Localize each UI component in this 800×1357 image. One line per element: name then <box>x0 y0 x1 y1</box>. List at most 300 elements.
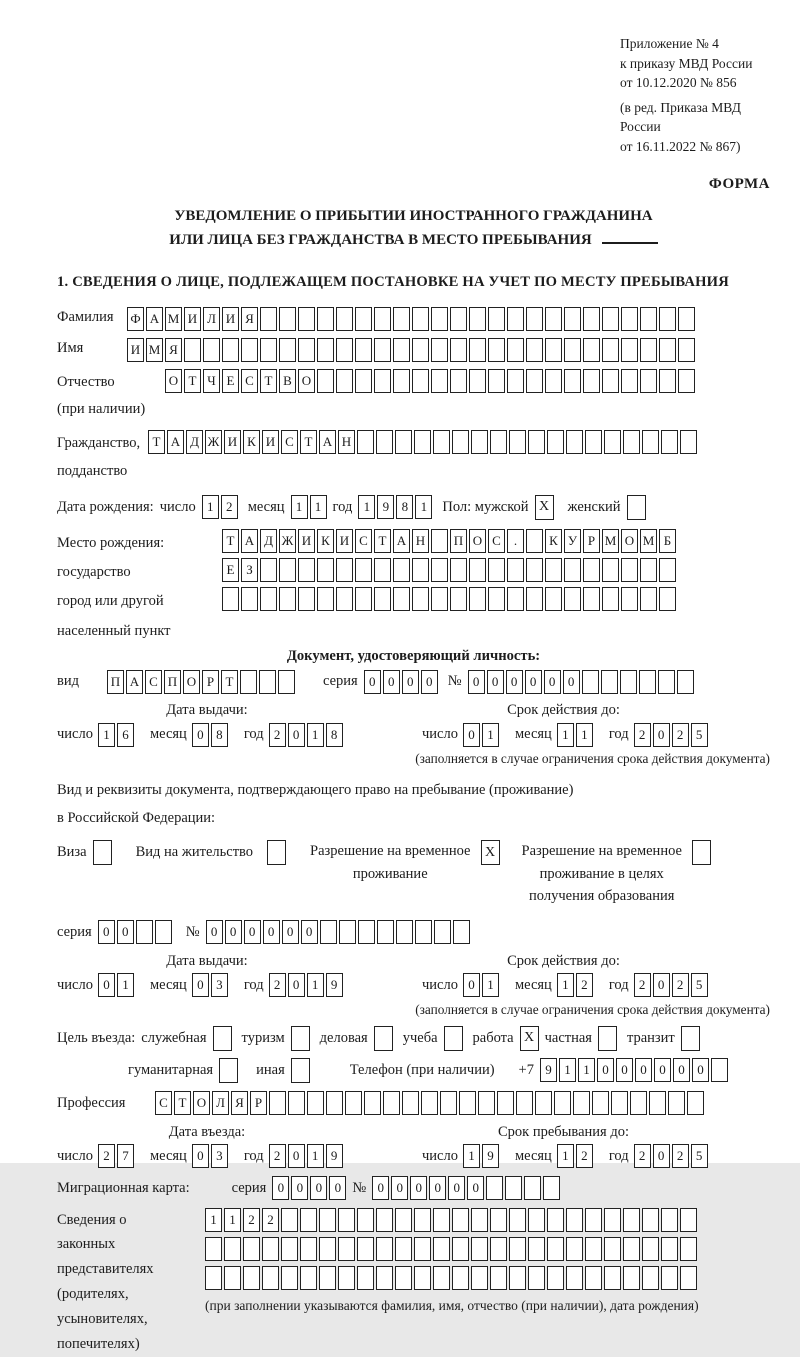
issue-date-header: Дата выдачи: <box>57 953 357 970</box>
identity-dates-row <box>57 722 770 747</box>
form-cell <box>336 369 353 393</box>
form-cell <box>524 1176 541 1200</box>
migration-card-label: Миграционная карта: <box>57 1176 190 1201</box>
form-cell <box>505 1176 522 1200</box>
identity-doc-row <box>57 669 770 694</box>
form-cell <box>260 587 277 611</box>
form-cell <box>545 587 562 611</box>
form-cell: 3 <box>211 973 228 997</box>
form-cell <box>471 1266 488 1290</box>
form-cell <box>396 920 413 944</box>
form-cell <box>680 430 697 454</box>
sex-male-label: Пол: мужской <box>442 495 528 520</box>
form-cell <box>374 338 391 362</box>
form-cell <box>319 1237 336 1261</box>
form-cell <box>490 430 507 454</box>
form-cell <box>243 1266 260 1290</box>
form-cell <box>526 307 543 331</box>
form-cell <box>412 587 429 611</box>
form-cell <box>471 1237 488 1261</box>
form-cell <box>554 1091 571 1115</box>
form-cell <box>414 430 431 454</box>
form-cell: Ж <box>279 529 296 553</box>
form-cell <box>680 1208 697 1232</box>
form-cell <box>478 1091 495 1115</box>
form-cell <box>260 558 277 582</box>
issue-year-cells <box>269 723 343 747</box>
form-cell <box>395 430 412 454</box>
form-cell: Л <box>212 1091 229 1115</box>
edu-permit-option <box>522 840 711 907</box>
form-cell <box>621 558 638 582</box>
form-cell <box>507 587 524 611</box>
form-cell: 9 <box>326 973 343 997</box>
temp-permit-option <box>310 840 499 885</box>
form-cell: 1 <box>415 495 432 519</box>
form-cell <box>450 307 467 331</box>
form-cell <box>240 670 257 694</box>
form-cell: 0 <box>301 920 318 944</box>
form-cell <box>298 587 315 611</box>
form-cell <box>526 587 543 611</box>
form-cell: 5 <box>691 723 708 747</box>
validity-header: Срок действия до: <box>357 702 770 719</box>
form-cell <box>433 1208 450 1232</box>
form-cell: С <box>281 430 298 454</box>
form-cell <box>621 307 638 331</box>
birth-place-cells <box>222 529 676 611</box>
form-cell: 1 <box>307 723 324 747</box>
form-cell: 2 <box>269 723 286 747</box>
form-cell <box>604 430 621 454</box>
form-cell: К <box>545 529 562 553</box>
citizenship-cells <box>148 430 697 454</box>
form-cell: 1 <box>358 495 375 519</box>
form-cell <box>680 1266 697 1290</box>
form-cell <box>450 587 467 611</box>
form-cell <box>661 1208 678 1232</box>
form-cell: 0 <box>597 1058 614 1082</box>
form-cell: 0 <box>421 670 438 694</box>
form-cell <box>357 1266 374 1290</box>
form-cell <box>374 558 391 582</box>
form-cell: И <box>262 430 279 454</box>
birth-place-row3 <box>222 587 676 611</box>
form-cell: 0 <box>410 1176 427 1200</box>
form-title-line2: ИЛИ ЛИЦА БЕЗ ГРАЖДАНСТВА В МЕСТО ПРЕБЫВАНИЯ <box>57 229 770 252</box>
profession-cells <box>155 1091 704 1115</box>
form-cell: 8 <box>211 723 228 747</box>
form-cell <box>602 369 619 393</box>
phone-cells <box>540 1058 728 1082</box>
form-cell: И <box>127 338 144 362</box>
form-cell: 0 <box>563 670 580 694</box>
form-cell <box>450 558 467 582</box>
form-cell <box>602 338 619 362</box>
residence-number-cells <box>206 920 470 944</box>
purpose-study-checkbox <box>444 1026 463 1051</box>
form-cell <box>326 1091 343 1115</box>
residence-dates-row <box>57 973 770 998</box>
form-cell: Ф <box>127 307 144 331</box>
form-cell <box>433 1266 450 1290</box>
form-cell <box>678 369 695 393</box>
form-cell <box>642 1237 659 1261</box>
form-cell: 2 <box>98 1144 115 1168</box>
patronymic-label: Отчество (при наличии) <box>57 369 165 424</box>
form-cell <box>345 1091 362 1115</box>
form-cell: 0 <box>383 670 400 694</box>
form-cell: Д <box>186 430 203 454</box>
expiry-month-cells <box>557 973 593 997</box>
form-cell <box>450 338 467 362</box>
form-cell: Н <box>338 430 355 454</box>
form-cell: 1 <box>307 1144 324 1168</box>
form-cell: 2 <box>221 495 238 519</box>
form-cell <box>488 338 505 362</box>
male-checkbox: X <box>535 495 554 520</box>
form-cell: О <box>469 529 486 553</box>
form-cell <box>564 587 581 611</box>
until-year-cells <box>634 1144 708 1168</box>
form-cell: 1 <box>205 1208 222 1232</box>
form-cell <box>469 307 486 331</box>
expiry-day-cells <box>463 723 499 747</box>
form-cell: 1 <box>557 723 574 747</box>
surname-row <box>57 307 770 331</box>
entry-year-cells <box>269 1144 343 1168</box>
form-cell <box>659 369 676 393</box>
form-cell <box>545 307 562 331</box>
form-cell <box>507 558 524 582</box>
form-cell <box>205 1237 222 1261</box>
form-cell <box>339 920 356 944</box>
form-cell <box>452 1208 469 1232</box>
doc-type-cells <box>107 670 295 694</box>
form-cell: 0 <box>192 973 209 997</box>
form-cell: Р <box>250 1091 267 1115</box>
number-label: № <box>448 669 462 694</box>
series-label: серия <box>232 1176 267 1201</box>
purpose-humanitarian-checkbox <box>219 1058 238 1083</box>
legal-rep-row2 <box>205 1237 699 1261</box>
form-cell: 0 <box>364 670 381 694</box>
form-cell <box>395 1266 412 1290</box>
form-cell: Ж <box>205 430 222 454</box>
form-title <box>57 205 770 252</box>
form-cell <box>453 920 470 944</box>
form-cell: П <box>164 670 181 694</box>
form-cell: 0 <box>391 1176 408 1200</box>
legal-representatives-block <box>57 1208 770 1357</box>
form-cell <box>298 338 315 362</box>
form-cell <box>509 1208 526 1232</box>
form-cell <box>376 430 393 454</box>
birth-month-cells <box>291 495 327 519</box>
form-cell: З <box>241 558 258 582</box>
form-cell <box>642 1266 659 1290</box>
form-cell <box>300 1237 317 1261</box>
form-cell <box>357 430 374 454</box>
issue-day-cells <box>98 973 134 997</box>
form-cell <box>678 307 695 331</box>
form-cell: 1 <box>576 723 593 747</box>
form-cell: 0 <box>272 1176 289 1200</box>
form-title-line1: УВЕДОМЛЕНИЕ О ПРИБЫТИИ ИНОСТРАННОГО ГРАЖДАНИНА <box>57 205 770 228</box>
form-cell: 5 <box>691 1144 708 1168</box>
form-cell: Е <box>222 558 239 582</box>
form-cell <box>659 307 676 331</box>
form-cell <box>184 338 201 362</box>
form-cell: О <box>193 1091 210 1115</box>
form-cell <box>278 670 295 694</box>
form-cell: 2 <box>672 1144 689 1168</box>
form-cell <box>355 558 372 582</box>
form-cell <box>431 529 448 553</box>
form-cell: 0 <box>98 973 115 997</box>
stay-date-headers <box>57 1124 770 1141</box>
form-cell <box>259 670 276 694</box>
form-cell: 8 <box>396 495 413 519</box>
form-cell <box>377 920 394 944</box>
form-cell: В <box>279 369 296 393</box>
form-cell: Т <box>148 430 165 454</box>
form-cell <box>393 338 410 362</box>
residence-issue-group: число 0 1 месяц 0 3 год 2 0 1 9 <box>57 973 422 998</box>
form-cell <box>336 587 353 611</box>
form-cell: 2 <box>634 1144 651 1168</box>
form-cell: 0 <box>402 670 419 694</box>
form-cell <box>490 1266 507 1290</box>
form-marker: ФОРМА <box>57 176 770 193</box>
form-cell <box>412 338 429 362</box>
form-cell: 0 <box>654 1058 671 1082</box>
form-cell: Б <box>659 529 676 553</box>
citizenship-label: Гражданство, подданство <box>57 430 148 485</box>
purpose-tourism-checkbox <box>291 1026 310 1051</box>
form-cell <box>585 1237 602 1261</box>
form-cell <box>136 920 153 944</box>
form-cell <box>526 338 543 362</box>
form-cell: М <box>602 529 619 553</box>
form-cell <box>298 558 315 582</box>
form-cell <box>528 1266 545 1290</box>
residence-date-headers <box>57 953 770 970</box>
sex-female-label: женский <box>568 495 621 520</box>
form-cell: Т <box>374 529 391 553</box>
form-cell <box>298 307 315 331</box>
form-cell <box>659 338 676 362</box>
section1-heading: 1. СВЕДЕНИЯ О ЛИЦЕ, ПОДЛЕЖАЩЕМ ПОСТАНОВКЕ НА УЧЕТ ПО МЕСТУ ПРЕБЫВАНИЯ <box>57 274 770 291</box>
form-cell: 0 <box>372 1176 389 1200</box>
form-cell <box>355 369 372 393</box>
legal-representatives-note: (при заполнении указываются фамилия, имя, отчество (при наличии), дата рождения) <box>205 1298 699 1314</box>
form-cell <box>374 307 391 331</box>
form-cell <box>507 338 524 362</box>
purpose-official-checkbox <box>213 1026 232 1051</box>
residence-permit-checkbox <box>267 840 286 865</box>
form-cell: 0 <box>463 723 480 747</box>
form-cell: 2 <box>269 1144 286 1168</box>
form-cell <box>678 338 695 362</box>
form-cell <box>583 307 600 331</box>
form-cell: 1 <box>557 973 574 997</box>
doc-type-label: вид <box>57 669 101 694</box>
form-cell <box>395 1237 412 1261</box>
form-cell <box>545 558 562 582</box>
form-cell <box>604 1266 621 1290</box>
revision-line: от 16.11.2022 № 867) <box>620 137 770 157</box>
form-cell <box>279 587 296 611</box>
year-label: год <box>333 495 353 520</box>
form-cell: 1 <box>559 1058 576 1082</box>
visa-label: Виза <box>57 840 87 865</box>
validity-note: (заполняется в случае ограничения срока действия документа) <box>57 1002 770 1018</box>
given-name-row <box>57 338 770 362</box>
form-cell <box>357 1208 374 1232</box>
form-cell <box>621 338 638 362</box>
form-cell <box>393 587 410 611</box>
form-cell: У <box>564 529 581 553</box>
form-cell <box>711 1058 728 1082</box>
entry-purpose-row2: гуманитарная иная Телефон (при наличии) +7 9 1 1 0 0 0 0 0 0 <box>128 1058 770 1083</box>
birth-place-block <box>57 529 770 646</box>
entry-date-header: Дата въезда: <box>57 1124 357 1141</box>
form-cell <box>364 1091 381 1115</box>
form-cell <box>547 1237 564 1261</box>
form-cell <box>640 307 657 331</box>
form-cell: 9 <box>482 1144 499 1168</box>
form-cell: О <box>183 670 200 694</box>
form-cell <box>471 1208 488 1232</box>
form-cell: Я <box>241 307 258 331</box>
form-cell <box>528 1208 545 1232</box>
form-cell <box>623 1266 640 1290</box>
form-cell <box>224 1237 241 1261</box>
form-cell: 0 <box>653 1144 670 1168</box>
form-cell <box>535 1091 552 1115</box>
legal-representatives-label: Сведения о законных представителях (родителях, усыновителях, попечителях) <box>57 1208 205 1357</box>
form-cell: 2 <box>634 973 651 997</box>
form-cell <box>155 920 172 944</box>
form-cell: 0 <box>635 1058 652 1082</box>
form-cell <box>545 338 562 362</box>
form-cell <box>661 430 678 454</box>
expiry-year-cells <box>634 973 708 997</box>
legal-rep-row3 <box>205 1266 699 1290</box>
form-cell <box>659 558 676 582</box>
form-cell <box>317 338 334 362</box>
form-cell <box>402 1091 419 1115</box>
form-cell <box>374 369 391 393</box>
form-cell: И <box>336 529 353 553</box>
form-cell: М <box>146 338 163 362</box>
form-cell: А <box>319 430 336 454</box>
form-cell: Т <box>222 529 239 553</box>
purpose-transit-checkbox <box>681 1026 700 1051</box>
appendix-line: Приложение № 4 <box>620 34 770 54</box>
form-cell: 2 <box>269 973 286 997</box>
form-cell: Т <box>184 369 201 393</box>
form-cell <box>573 1091 590 1115</box>
form-cell <box>526 529 543 553</box>
surname-cells <box>127 307 695 331</box>
form-cell <box>203 338 220 362</box>
form-cell: 1 <box>310 495 327 519</box>
purpose-business-checkbox <box>374 1026 393 1051</box>
identity-issue-group: число 1 6 месяц 0 8 год 2 0 1 8 <box>57 722 422 747</box>
form-cell: 2 <box>243 1208 260 1232</box>
form-cell <box>376 1237 393 1261</box>
form-cell <box>528 1237 545 1261</box>
form-cell <box>262 1237 279 1261</box>
entry-purpose-row1: Цель въезда: служебная туризм деловая учеба работа X частная транзит <box>57 1026 770 1051</box>
form-cell: 0 <box>98 920 115 944</box>
edu-permit-checkbox <box>692 840 711 865</box>
form-cell <box>319 1208 336 1232</box>
birth-place-row1 <box>222 529 676 553</box>
form-cell <box>355 338 372 362</box>
migration-card-row <box>57 1176 770 1201</box>
stay-until-header: Срок пребывания до: <box>357 1124 770 1141</box>
form-cell <box>516 1091 533 1115</box>
residence-expiry-group: число 0 1 месяц 1 2 год 2 0 2 5 <box>422 973 724 998</box>
form-cell <box>604 1237 621 1261</box>
form-cell <box>338 1237 355 1261</box>
form-cell <box>640 369 657 393</box>
form-cell <box>431 369 448 393</box>
form-cell <box>497 1091 514 1115</box>
form-cell: А <box>241 529 258 553</box>
form-cell: 2 <box>672 973 689 997</box>
series-label: серия <box>323 669 358 694</box>
form-cell <box>431 558 448 582</box>
form-cell <box>509 1266 526 1290</box>
visa-option <box>57 840 112 865</box>
form-cell: Т <box>174 1091 191 1115</box>
form-cell <box>205 1266 222 1290</box>
form-cell <box>623 430 640 454</box>
form-cell <box>300 1208 317 1232</box>
form-cell <box>288 1091 305 1115</box>
form-cell <box>434 920 451 944</box>
form-cell <box>642 430 659 454</box>
form-cell <box>224 1266 241 1290</box>
form-cell: М <box>165 307 182 331</box>
form-cell <box>488 369 505 393</box>
form-cell <box>486 1176 503 1200</box>
form-cell: 0 <box>525 670 542 694</box>
form-cell <box>421 1091 438 1115</box>
title-blank-underline <box>602 230 658 244</box>
entry-day-cells <box>98 1144 134 1168</box>
form-cell: 9 <box>326 1144 343 1168</box>
form-cell: 0 <box>282 920 299 944</box>
form-cell <box>488 587 505 611</box>
form-cell: П <box>450 529 467 553</box>
form-cell <box>414 1208 431 1232</box>
form-cell <box>260 307 277 331</box>
form-cell: К <box>317 529 334 553</box>
form-cell <box>393 307 410 331</box>
form-cell <box>545 369 562 393</box>
form-cell: М <box>640 529 657 553</box>
profession-row <box>57 1091 770 1116</box>
form-cell: 8 <box>326 723 343 747</box>
form-cell <box>433 1237 450 1261</box>
form-cell: И <box>184 307 201 331</box>
form-cell: О <box>298 369 315 393</box>
